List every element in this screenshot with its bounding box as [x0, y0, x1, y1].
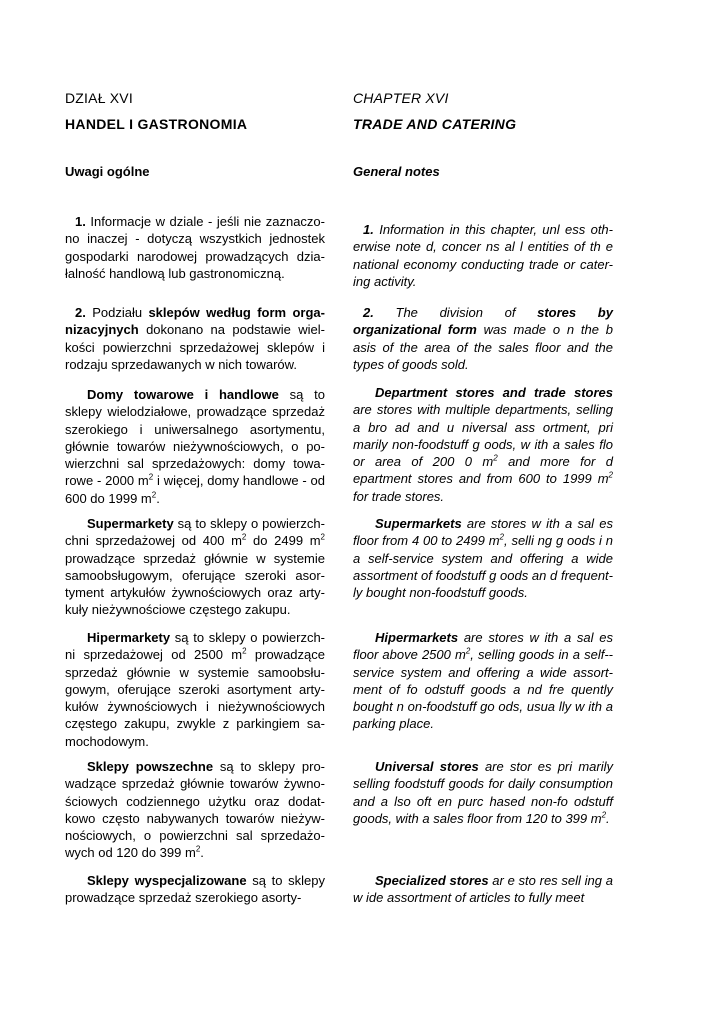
paragraph-2 — [65, 304, 325, 373]
paragraph-5 — [353, 629, 613, 733]
paragraph-4 — [65, 515, 325, 619]
paragraph-text: dokonano na podstawie wiel-kości powierzchni sprzedażowej sklepów i rodzaju sprzedawanych w nich towarów. — [65, 322, 325, 372]
paragraph-bold: Department stores and trade stores — [375, 385, 613, 400]
paragraph-text: są to sklepy prowadzące sprzedaż szerokiego asorty- — [65, 873, 325, 906]
paragraph-7 — [353, 872, 613, 907]
superscript: 2 — [320, 532, 325, 542]
superscript: 2 — [195, 845, 201, 855]
paragraph-text: . — [200, 845, 204, 861]
notes-heading: General notes — [353, 164, 440, 179]
paragraph-text: . — [606, 810, 610, 826]
superscript: 2 — [241, 532, 247, 542]
superscript: 2 — [151, 490, 157, 500]
paragraph-text: Information in this chapter, unl ess oth-erwise note d, concer ns al l entities of th e national economy conducting trade or cater-ing activity. — [353, 222, 613, 289]
superscript: 2 — [242, 646, 247, 656]
paragraph-3 — [65, 386, 325, 507]
chapter-title: HANDEL I GASTRONOMIA — [65, 116, 248, 132]
paragraph-6 — [65, 758, 325, 862]
chapter-label: DZIAŁ XVI — [65, 90, 133, 106]
paragraph-text: prowadzące sprzedaż głównie w systemie samoobsługowym, oferujące szeroki asor-tyment artykułów żywnościowych oraz arty-kuły nieżywnościowe częstego zakupu. — [65, 550, 325, 618]
superscript: 2 — [601, 810, 607, 820]
superscript: 2 — [465, 646, 471, 656]
paragraph-bold: Supermarkety — [87, 516, 174, 531]
paragraph-text: are stor es pri marily selling foodstuff goods for daily consumption and a lso oft en purc hased non-fo odstuff goods, with a sales floor from 120 to 399 m — [353, 759, 613, 826]
superscript: 2 — [499, 532, 504, 542]
paragraph-7 — [65, 872, 325, 907]
chapter-title: TRADE AND CATERING — [353, 116, 517, 132]
paragraph-bold: stores by organizational form — [353, 305, 613, 338]
paragraph-text: are stores with multiple departments, selling a bro ad and u niversal ass ortment, pri marily non-foodstuff g oods, w ith a sales flo or area of 200 0 m — [353, 402, 613, 470]
paragraph-bold: Hipermarkets — [375, 630, 459, 645]
paragraph-bold: sklepów według form orga-nizacyjnych — [65, 305, 325, 338]
paragraph-text: was made o n the b asis of the area of the sales floor and the types of goods sold. — [353, 322, 613, 372]
paragraph-text: ar e sto res sell ing a w ide assortment of articles to fully meet — [353, 873, 613, 906]
paragraph-bold: Universal stores — [375, 759, 479, 774]
paragraph-text: do 2499 m — [253, 533, 321, 549]
paragraph-bold: Sklepy powszechne — [87, 759, 214, 774]
chapter-label: CHAPTER XVI — [353, 90, 449, 106]
paragraph-bold: Domy towarowe i handlowe — [87, 387, 279, 402]
paragraph-text: are stores w ith a sal es floor above 2500 m — [353, 630, 613, 663]
paragraph-text: są to sklepy wielodziałowe, prowadzące sprzedaż szerokiego i uniwersalnego asortymentu, głównie towarów nieżywnościowych, o po-wierzchni sal sprzedażowych: domy towa-rowe - 2000 m — [65, 387, 325, 489]
paragraph-text: , selli ng g oods i n a self-service system and offering a wide assortment of foodstuff g oods an d frequent-ly bought non-foodstuff goods. — [353, 533, 613, 601]
paragraph-text: są to sklepy o powierzch-ni sprzedażowej od 2500 m — [65, 630, 325, 663]
paragraph-number: 1. — [363, 222, 374, 237]
paragraph-text: są to sklepy o powierzch-chni sprzedażowej od 400 m — [65, 516, 325, 549]
paragraph-6 — [353, 758, 613, 827]
paragraph-number: 1. — [75, 214, 86, 229]
paragraph-text: Informacje w dziale - jeśli nie zaznaczo-no inaczej - dotyczą wszystkich jednostek gospodarki narodowej prowadzących dzia-łalność handlową lub gastronomiczną. — [65, 214, 325, 281]
paragraph-bold: Specialized stores — [375, 873, 489, 888]
paragraph-2 — [353, 304, 613, 373]
paragraph-bold: Hipermarkety — [87, 630, 171, 645]
paragraph-text: for trade stores. — [353, 488, 445, 504]
paragraph-4 — [353, 515, 613, 601]
paragraph-5 — [65, 629, 325, 750]
paragraph-text: są to sklepy pro-wadzące sprzedaż głównie towarów żywno-ściowych codziennego użytku oraz dodat-kowo często nabywanych towarów nieżyw-nościowych, o powierzchni sal sprzedażo-wych od 120 do 399 m — [65, 759, 325, 861]
paragraph-1 — [353, 221, 613, 290]
paragraph-text: are stores w ith a sal es floor from 4 00 to 2499 m — [353, 516, 613, 549]
notes-heading: Uwagi ogólne — [65, 164, 150, 179]
superscript: 2 — [608, 471, 613, 481]
paragraph-number: 2. — [363, 305, 374, 320]
paragraph-number: 2. — [75, 305, 86, 320]
paragraph-text: The division of — [395, 305, 516, 320]
paragraph-text: prowadzące sprzedaż głównie w systemie samoobsłu-gowym, oferujące szeroki asortyment arty-kułów żywnościowych i nieżywnościowych częstego zakupu, zwykle z parkingiem sa-mochodowym. — [65, 647, 325, 749]
paragraph-bold: Supermarkets — [375, 516, 462, 531]
superscript: 2 — [148, 473, 154, 483]
paragraph-3 — [353, 384, 613, 505]
paragraph-text: Podziału — [92, 305, 143, 320]
superscript: 2 — [493, 453, 498, 463]
paragraph-1 — [65, 213, 325, 282]
paragraph-text: i więcej, domy handlowe - od 600 do 1999 m — [65, 473, 325, 506]
paragraph-text: and more for d epartment stores and from 600 to 1999 m — [353, 454, 613, 487]
paragraph-text: . — [156, 490, 160, 506]
paragraph-text: , selling goods in a self--service system and offering a wide assort-ment of fo odstuff goods a nd fre quently bought n on-foodstuff go ods, usua lly w ith a parking place. — [353, 647, 614, 732]
paragraph-bold: Sklepy wyspecjalizowane — [87, 873, 247, 888]
